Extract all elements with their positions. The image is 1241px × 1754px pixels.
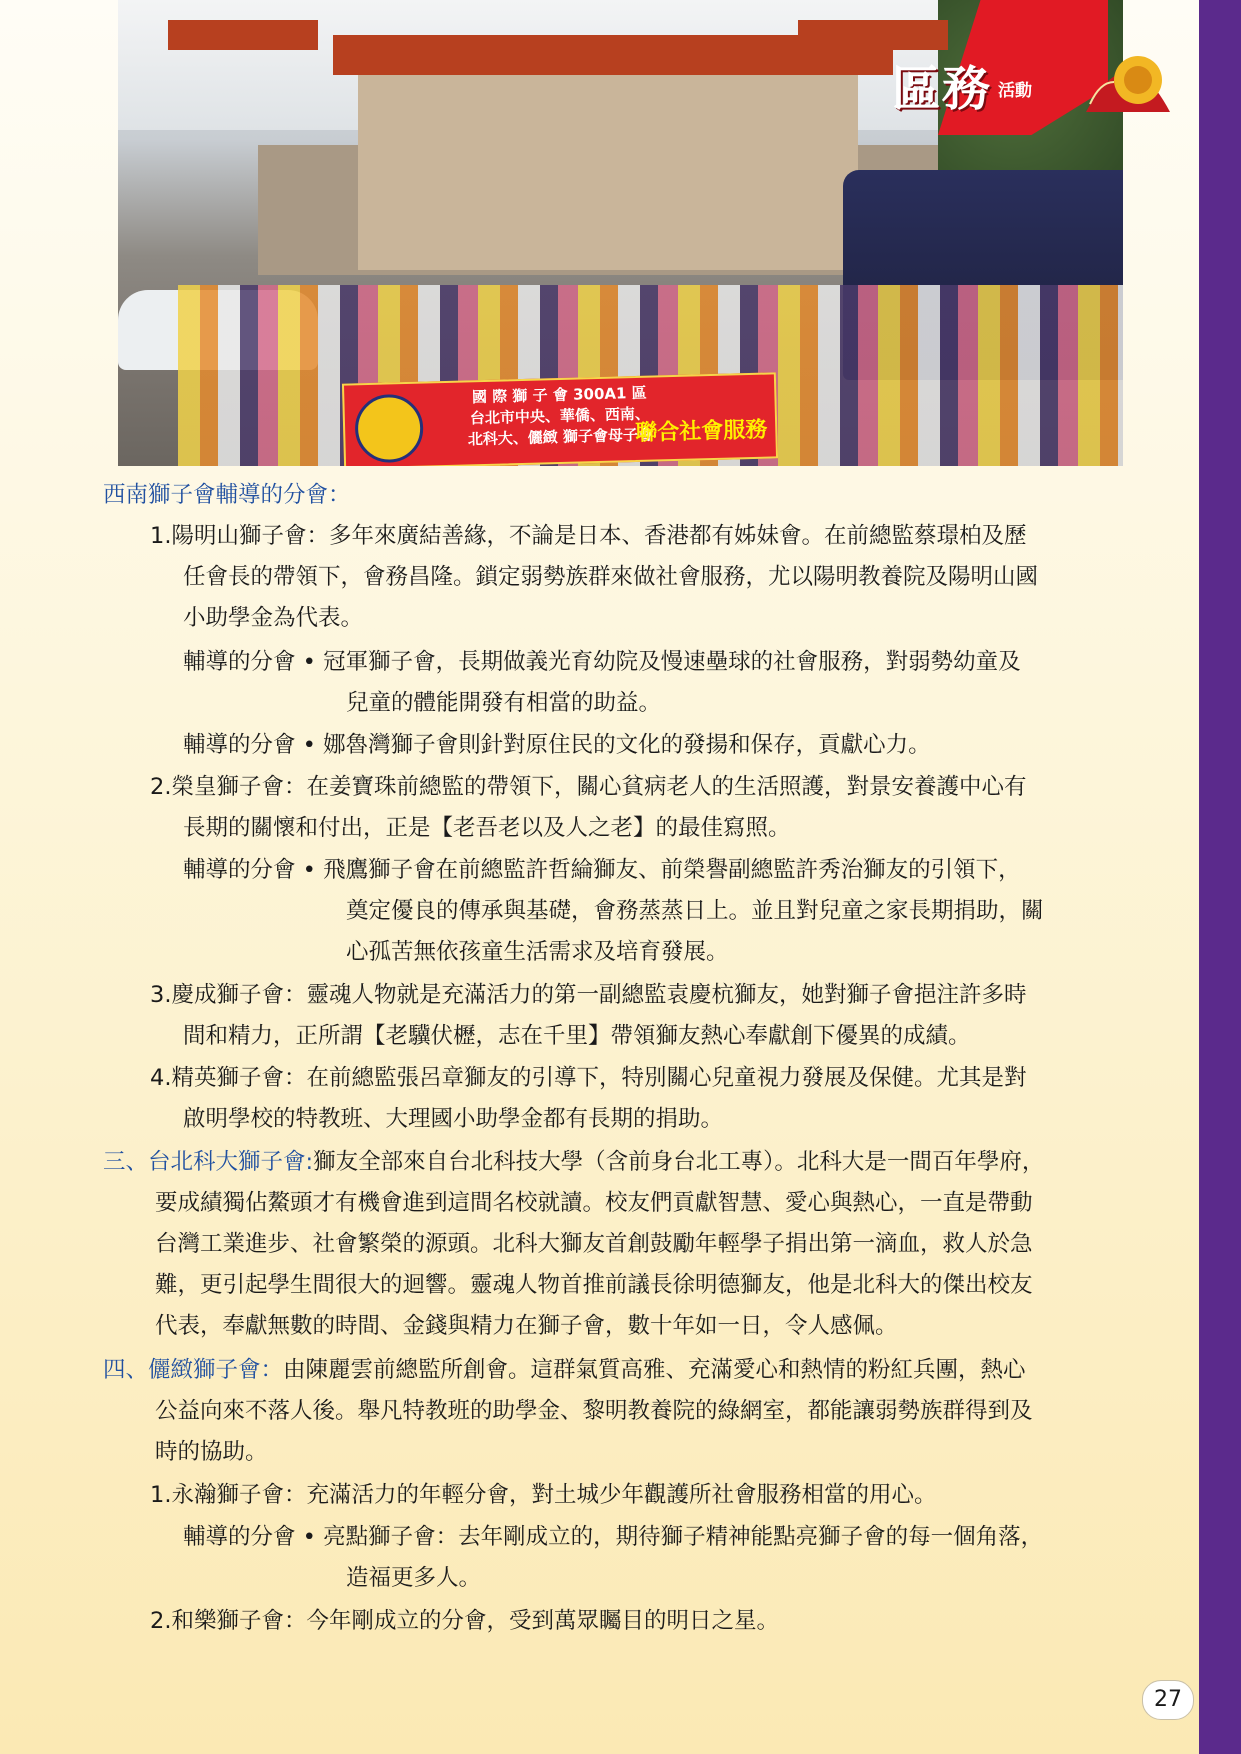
text-line: 公益向來不落人後。舉凡特教班的助學金、黎明教養院的綠網室，都能讓弱勢族群得到及 (155, 1398, 1033, 1424)
text-line: 難，更引起學生間很大的迴響。靈魂人物首推前議長徐明德獅友，他是北科大的傑出校友 (155, 1272, 1033, 1298)
text-line: 要成績獨佔鰲頭才有機會進到這間名校就讀。校友們貢獻智慧、愛心與熱心，一直是帶動 (155, 1190, 1033, 1216)
lion-emblem-icon (1080, 42, 1176, 122)
service-banner (342, 372, 778, 466)
banner-line-1: 國 際 獅 子 會 300A1 區 (471, 383, 647, 407)
text-line: 2.和樂獅子會：今年剛成立的分會，受到萬眾矚目的明日之星。 (150, 1608, 779, 1634)
text-line: 輔導的分會 • 冠軍獅子會，長期做義光育幼院及慢速壘球的社會服務，對弱勢幼童及 (183, 649, 1021, 675)
text-line: 輔導的分會 • 娜魯灣獅子會則針對原住民的文化的發揚和保存，貢獻心力。 (183, 732, 931, 758)
text-line: 台灣工業進步、社會繁榮的源頭。北科大獅友首創鼓勵年輕學子捐出第一滴血，救人於急 (155, 1231, 1033, 1257)
lions-logo-icon (354, 394, 424, 464)
club-label: 四、儷緻獅子會： (103, 1357, 284, 1383)
text-line: 任會長的帶領下，會務昌隆。鎖定弱勢族群來做社會服務，尤以陽明教養院及陽明山國 (183, 564, 1039, 590)
pagoda-roof-right (798, 20, 948, 50)
text-line: 輔導的分會 • 亮點獅子會：去年剛成立的，期待獅子精神能點亮獅子會的每一個角落， (183, 1524, 1044, 1550)
text-line: 兒童的體能開發有相當的助益。 (346, 690, 662, 716)
text-line (103, 1142, 1044, 1182)
text-line: 心孤苦無依孩童生活需求及培育發展。 (346, 939, 729, 965)
text-line: 代表，奉獻無數的時間、金錢與精力在獅子會，數十年如一日，令人感佩。 (155, 1313, 898, 1339)
section-subtitle: 活動 (998, 81, 1032, 101)
text-line: 奠定優良的傳承與基礎，會務蒸蒸日上。並且對兒童之家長期捐助，關 (346, 898, 1044, 924)
pagoda-roof-left (168, 20, 318, 50)
page-number: 27 (1142, 1680, 1194, 1720)
text-line: 時的協助。 (155, 1439, 268, 1465)
text-line: 4.精英獅子會：在前總監張呂章獅友的引導下，特別關心兒童視力發展及保健。尤其是對 (150, 1065, 1027, 1091)
section-heading: 西南獅子會輔導的分會： (103, 482, 351, 508)
text-line: 小助學金為代表。 (183, 605, 364, 631)
banner-highlight: 聯合社會服務 (635, 417, 768, 447)
club-text: 獅友全部來自台北科技大學（含前身台北工專）。北科大是一間百年學府， (313, 1149, 1045, 1175)
temple-hall (358, 70, 858, 270)
side-color-bar (1199, 0, 1241, 1754)
text-line: 長期的關懷和付出，正是【老吾老以及人之老】的最佳寫照。 (183, 815, 791, 841)
text-line: 輔導的分會 • 飛鷹獅子會在前總監許哲綸獅友、前榮譽副總監許秀治獅友的引領下， (183, 857, 1021, 883)
text-line: 啟明學校的特教班、大理國小助學金都有長期的捐助。 (183, 1106, 724, 1132)
text-line: 3.慶成獅子會：靈魂人物就是充滿活力的第一副總監袁慶杭獅友，她對獅子會挹注許多時 (150, 982, 1027, 1008)
club-label: 三、台北科大獅子會: (103, 1149, 314, 1175)
section-title: 區務 (892, 61, 993, 117)
text-line: 間和精力，正所謂【老驥伏櫪，志在千里】帶領獅友熱心奉獻創下優異的成績。 (183, 1023, 971, 1049)
text-line: 1.永瀚獅子會：充滿活力的年輕分會，對土城少年觀護所社會服務相當的用心。 (150, 1482, 937, 1508)
text-line (103, 1350, 1026, 1390)
banner-line-2: 台北市中央、華僑、西南、 (469, 404, 651, 428)
text-line: 2.榮皇獅子會：在姜寶珠前總監的帶領下，關心貧病老人的生活照護，對景安養護中心有 (150, 774, 1027, 800)
text-line: 1.陽明山獅子會：多年來廣結善緣，不論是日本、香港都有姊妹會。在前總監蔡璟柏及歷 (150, 523, 1027, 549)
banner-line-3: 北科大、儷緻 獅子會母子會 (467, 425, 654, 449)
club-text: 由陳麗雲前總監所創會。這群氣質高雅、充滿愛心和熱情的粉紅兵團，熱心 (283, 1357, 1026, 1383)
text-line: 造福更多人。 (346, 1565, 482, 1591)
